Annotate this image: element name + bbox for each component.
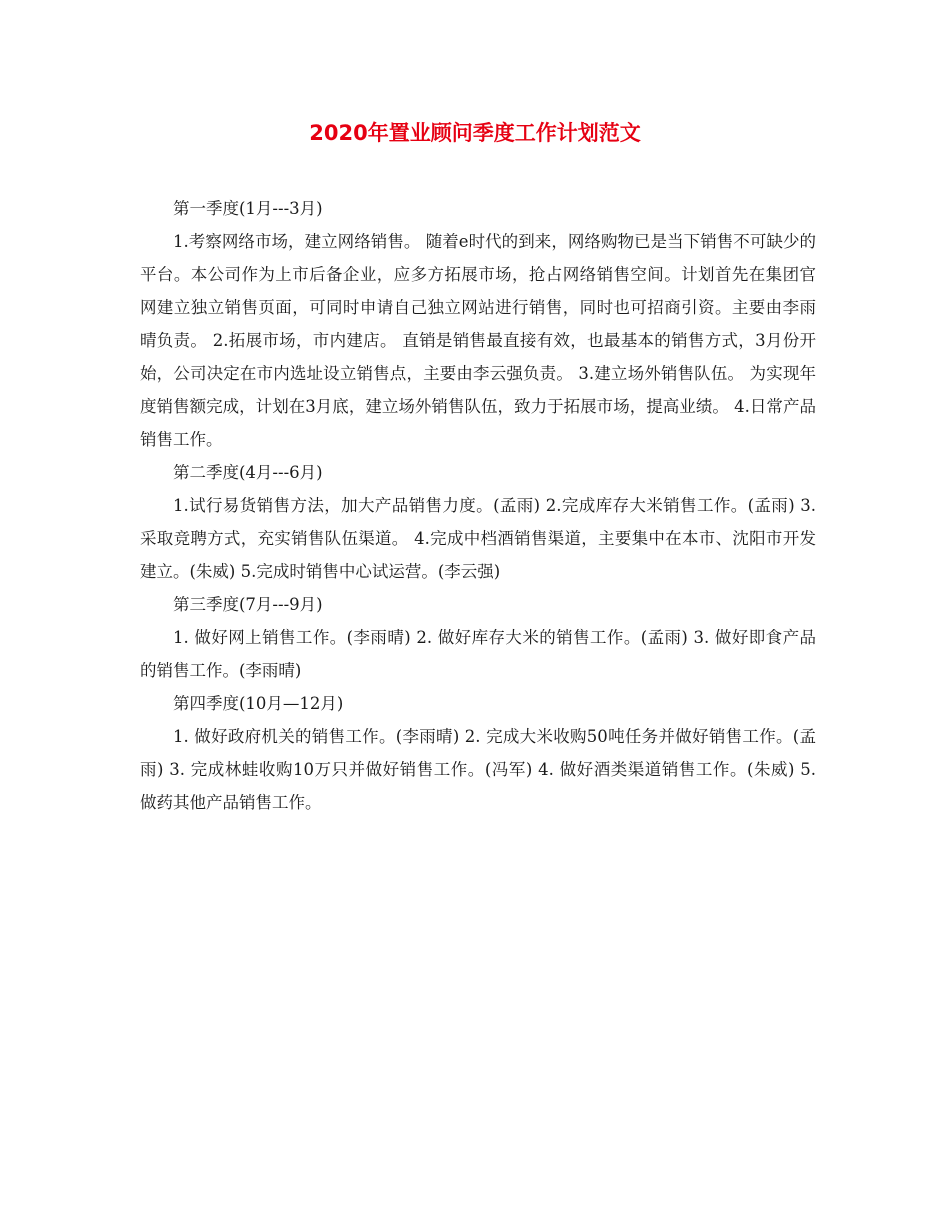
document-title: 2020年置业顾问季度工作计划范文 [309, 121, 641, 145]
q2-heading: 第二季度(4月---6月) [173, 463, 323, 482]
q3-plan-paragraph: 1. 做好网上销售工作。(李雨晴) 2. 做好库存大米的销售工作。(孟雨) 3. 做好即食产品的销售工作。(李雨晴) [140, 628, 816, 680]
q1-plan-paragraph: 1.考察网络市场，建立网络销售。 随着e时代的到来，网络购物已是当下销售不可缺少的平台。本公司作为上市后备企业，应多方拓展市场，抢占网络销售空间。计划首先在集团官网建立独立销售页面，可同时申请自己独立网站进行销售，同时也可招商引资。主要由李雨晴负责。 2.拓展市场，市内建店。 直销是销售最直接有效，也最基本的销售方式，3月份开始，公司决定在市内选址设立销售点，主要由李云强负责。 3.建立场外销售队伍。 为实现年度销售额完成，计划在3月底，建立场外销售队伍，致力于拓展市场，提高业绩。 4.日常产品销售工作。 [140, 232, 816, 449]
q1-heading: 第一季度(1月---3月) [173, 199, 323, 218]
q4-heading: 第四季度(10月—12月) [173, 694, 344, 713]
document-body [140, 192, 816, 819]
q3-heading: 第三季度(7月---9月) [173, 595, 323, 614]
q4-plan-paragraph: 1. 做好政府机关的销售工作。(李雨晴) 2. 完成大米收购50吨任务并做好销售工作。(孟雨) 3. 完成林蛙收购10万只并做好销售工作。(冯军) 4. 做好酒类渠道销售工作。(朱威) 5. 做药其他产品销售工作。 [140, 727, 816, 812]
q2-plan-paragraph: 1.试行易货销售方法，加大产品销售力度。(孟雨) 2.完成库存大米销售工作。(孟雨) 3.采取竞聘方式，充实销售队伍渠道。 4.完成中档酒销售渠道，主要集中在本市、沈阳市开发建立。(朱威) 5.完成时销售中心试运营。(李云强) [140, 496, 816, 581]
